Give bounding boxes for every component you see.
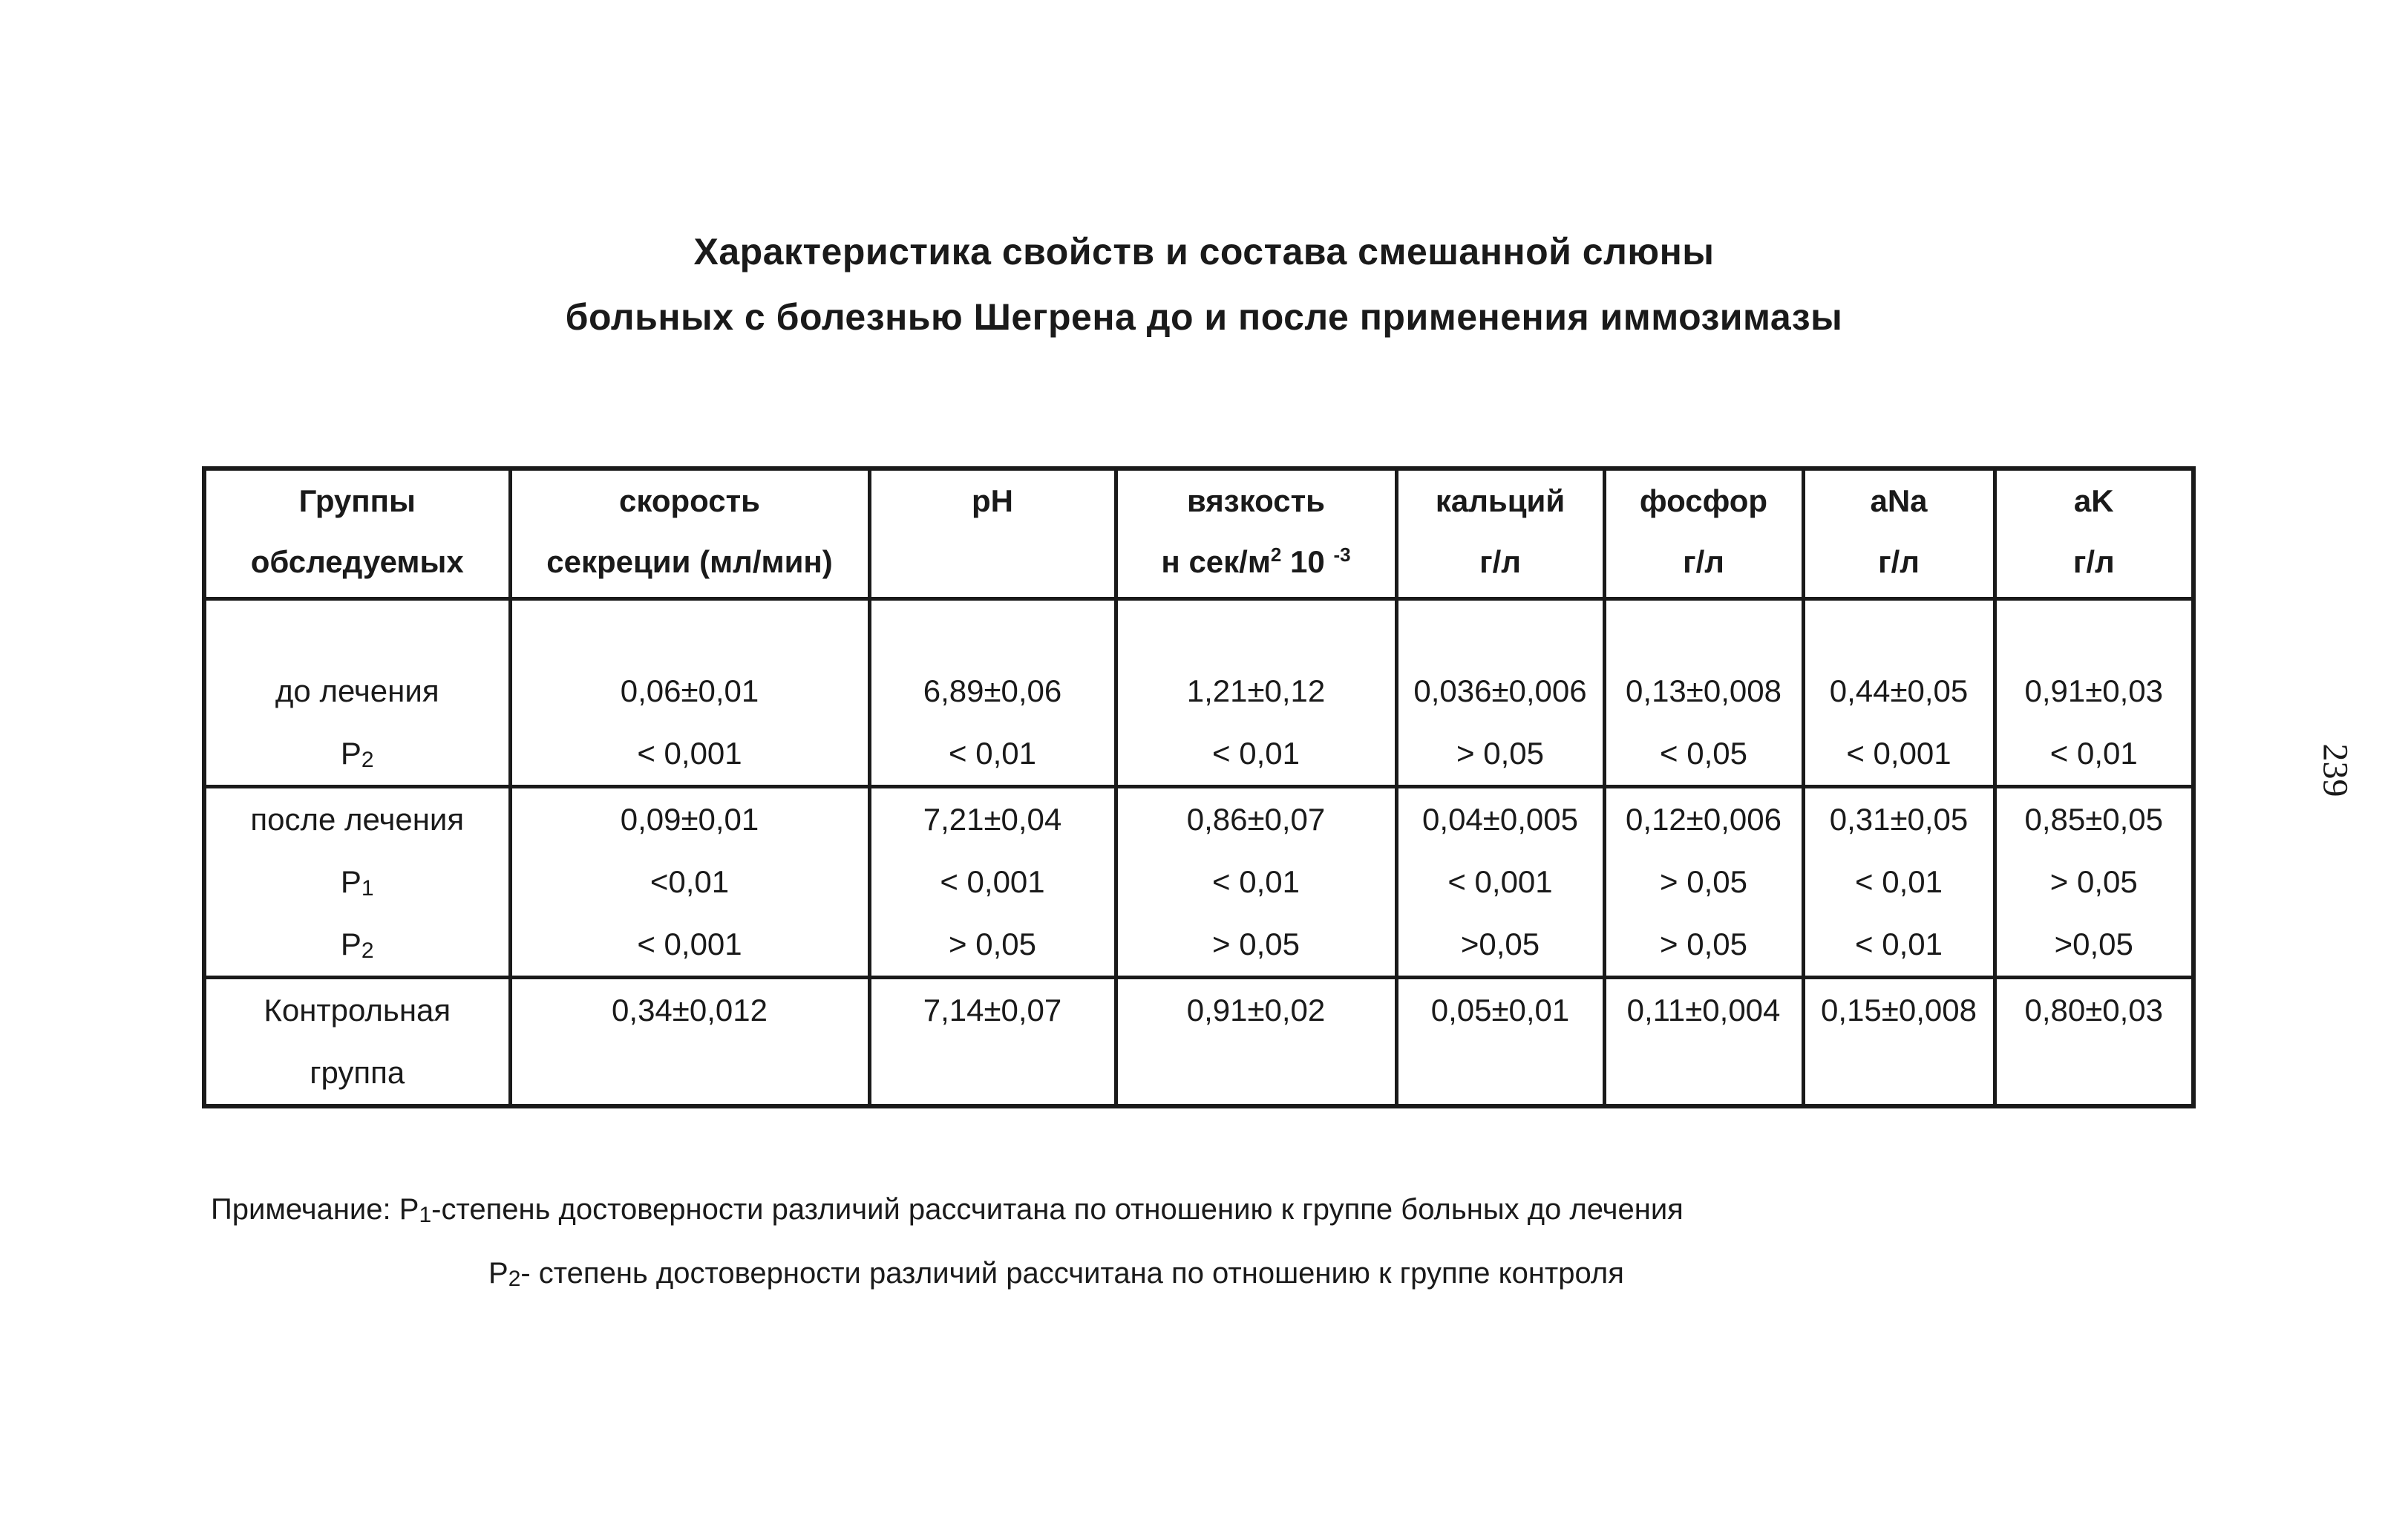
header-ph: pH	[869, 468, 1116, 599]
cell-viscosity: 0,86±0,07 < 0,01 > 0,05	[1116, 787, 1396, 978]
cell-phosphorus: 0,13±0,008 < 0,05	[1604, 599, 1803, 787]
cell-ph: 6,89±0,06 < 0,01	[869, 599, 1116, 787]
cell-secretion-rate: 0,09±0,01 <0,01 < 0,001	[510, 787, 869, 978]
cell-secretion-rate: 0,34±0,012	[510, 978, 869, 1107]
table-header-row	[204, 468, 2193, 599]
footnote-p2: $P_2-$ степень достоверности различий рассчитана по отношению к группе контроля	[488, 1257, 1624, 1291]
table-row-control-group	[204, 978, 2193, 1107]
cell-phosphorus: 0,11±0,004	[1604, 978, 1803, 1107]
cell-secretion-rate: 0,06±0,01 < 0,001	[510, 599, 869, 787]
cell-ak: 0,80±0,03	[1995, 978, 2193, 1107]
cell-calcium: 0,036±0,006 > 0,05	[1396, 599, 1604, 787]
cell-ana: 0,15±0,008	[1803, 978, 1995, 1107]
cell-calcium: 0,05±0,01	[1396, 978, 1604, 1107]
header-secretion-rate: скорость секреции (мл/мин)	[510, 468, 869, 599]
table-row-before-treatment	[204, 599, 2193, 787]
header-ak: aK г/л	[1995, 468, 2193, 599]
saliva-properties-table	[202, 466, 2196, 1108]
document-title-line-1: Характеристика свойств и состава смешанной слюны	[693, 231, 1715, 272]
header-viscosity: вязкость н сек/$м^2$ 10 $^{-3}$	[1116, 468, 1396, 599]
cell-phosphorus: 0,12±0,006 > 0,05 > 0,05	[1604, 787, 1803, 978]
header-groups: Группы обследуемых	[204, 468, 510, 599]
page-number: 239	[2315, 743, 2355, 797]
cell-ak: 0,85±0,05 > 0,05 >0,05	[1995, 787, 2193, 978]
header-ana: aNa г/л	[1803, 468, 1995, 599]
cell-ph: 7,21±0,04 < 0,001 > 0,05	[869, 787, 1116, 978]
cell-ana: 0,31±0,05 < 0,01 < 0,01	[1803, 787, 1995, 978]
group-label-control: Контрольная группа	[204, 978, 510, 1107]
footnote-p1: Примечание: $P_1$-степень достоверности различий рассчитана по отношению к группе больных до лечения	[211, 1193, 1684, 1227]
group-label-after-treatment: после лечения $P_1$ $P_2$	[204, 787, 510, 978]
cell-viscosity: 1,21±0,12 < 0,01	[1116, 599, 1396, 787]
cell-viscosity: 0,91±0,02	[1116, 978, 1396, 1107]
header-calcium: кальций г/л	[1396, 468, 1604, 599]
cell-ana: 0,44±0,05 < 0,001	[1803, 599, 1995, 787]
document-title-line-2: больных с болезнью Шегрена до и после применения иммозимазы	[565, 296, 1843, 338]
cell-calcium: 0,04±0,005 < 0,001 >0,05	[1396, 787, 1604, 978]
table-row-after-treatment	[204, 787, 2193, 978]
cell-ph: 7,14±0,07	[869, 978, 1116, 1107]
header-phosphorus: фосфор г/л	[1604, 468, 1803, 599]
cell-ak: 0,91±0,03 < 0,01	[1995, 599, 2193, 787]
group-label-before-treatment: до лечения $P_2$	[204, 599, 510, 787]
